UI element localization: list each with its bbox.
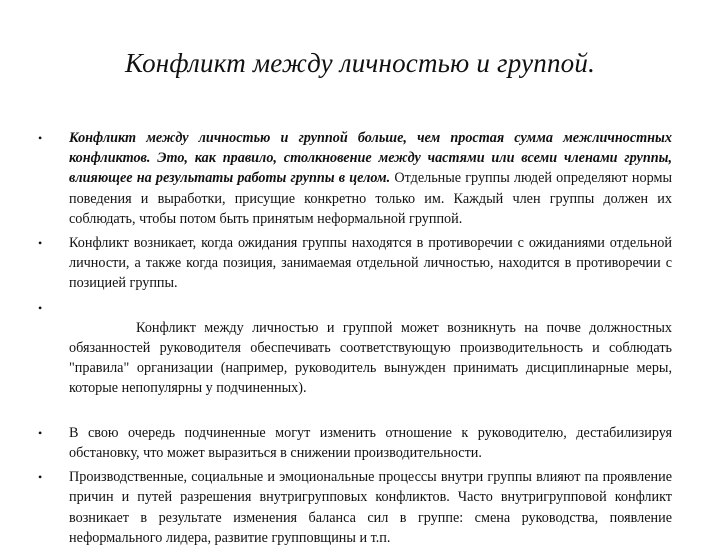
bullet-icon: • <box>38 470 43 485</box>
bullet-icon: • <box>38 236 43 251</box>
bullet-list <box>0 128 720 552</box>
bullet-icon: • <box>38 131 43 145</box>
bullet-icon: • <box>38 300 43 315</box>
item-emphasis: Конфликт между личностью и группой больше, чем простая сумма межличностных конфликтов. Это, как правило, столкновение между частями или всеми членами группы, влияющее на результаты работы группы в целом. <box>69 130 672 187</box>
item-text: Конфликт возникает, когда ожидания группы находятся в противоречии с ожиданиями отдельной личности, а также когда позиция, занимаемая отдельной личностью, находится в противоречии с позицией группы. <box>69 235 672 292</box>
item-text: В свою очередь подчиненные могут изменить отношение к руководителю, дестабилизируя обстановку, что может выразиться в снижении производительности. <box>69 424 672 462</box>
slide-title: Конфликт между личностью и группой. <box>124 48 596 78</box>
list-item <box>0 298 720 419</box>
list-item <box>0 467 720 548</box>
item-text: Конфликт между личностью и группой может возникнуть на почве должностных обязанностей руководителя обеспечивать соответствующую производительность и соблюдать "правила" организации (например, руководитель вынужден принимать дисциплинарные меры, которые непопулярны у подчиненных). <box>69 319 676 397</box>
list-item <box>0 128 720 229</box>
list-item <box>0 233 720 294</box>
bullet-icon: • <box>38 425 43 440</box>
list-item <box>0 423 720 463</box>
item-text: Производственные, социальные и эмоциональные процессы внутри группы влияют па проявление причин и путей разрешения внутригрупповых конфликтов. Часто внутригрупповой конфликт возникает в результате изменения баланса сил в группе: смена руководства, появление неформального лидера, развитие групповщины и т.п. <box>69 469 672 546</box>
item-text: Отдельные группы людей определяют нормы поведения и выработки, присущие конкретно только им. Каждый член группы должен их соблюдать, чтобы потом быть принятым неформальной группой. <box>69 170 672 227</box>
